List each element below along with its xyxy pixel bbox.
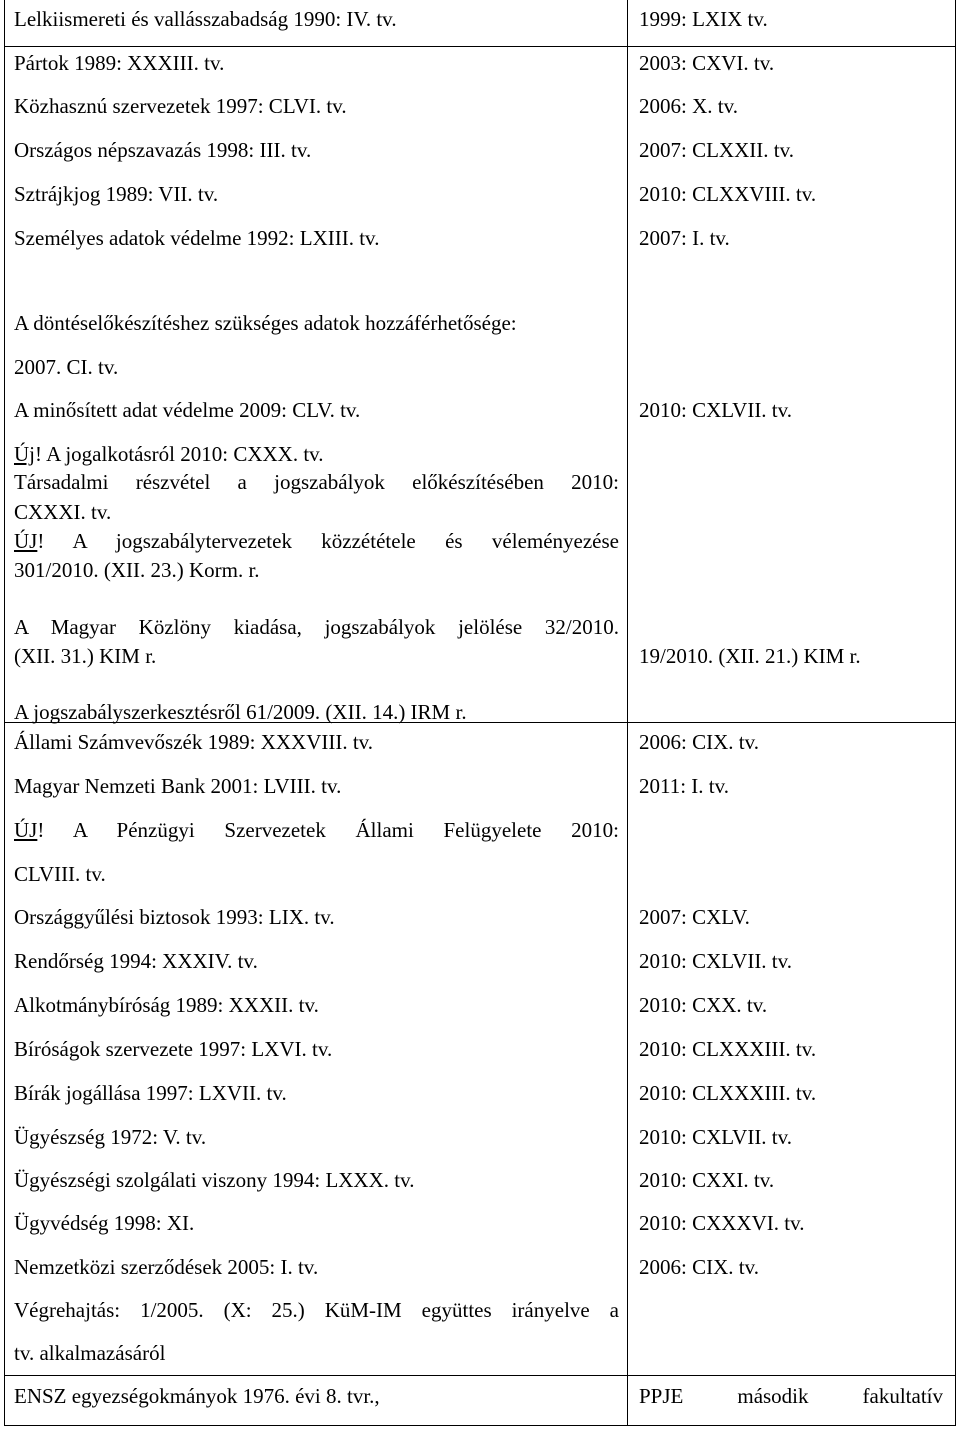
law-entry: Országos népszavazás 1998: III. tv. <box>14 138 312 162</box>
law-entry: Közhasznú szervezetek 1997: CLVI. tv. <box>14 94 347 118</box>
amendment-entry: 2006: X. tv. <box>639 94 738 118</box>
law-entry-line: (XII. 31.) KIM r. <box>14 644 157 668</box>
amendment-entry: 2010: CXX. tv. <box>639 993 768 1017</box>
law-entry: Állami Számvevőszék 1989: XXXVIII. tv. <box>14 730 374 754</box>
new-law-text: ! A Pénzügyi Szervezetek Állami Felügyelete 2010: <box>37 818 619 842</box>
law-entry: Országgyűlési biztosok 1993: LIX. tv. <box>14 905 335 929</box>
law-entry: A minősített adat védelme 2009: CLV. tv. <box>14 398 361 422</box>
law-entry: Rendőrség 1994: XXXIV. tv. <box>14 949 258 973</box>
law-entry: Ügyészségi szolgálati viszony 1994: LXXX. tv. <box>14 1168 415 1192</box>
amendment-entry: 2010: CLXXXIII. tv. <box>639 1037 817 1061</box>
amendment-entry: 2010: CXLVII. tv. <box>639 1125 793 1149</box>
new-marker: Új <box>14 442 35 466</box>
amendment-entry: 1999: LXIX tv. <box>639 7 768 31</box>
amendment-entry: 2007: CLXXII. tv. <box>639 138 794 162</box>
law-entry-line: tv. alkalmazásáról <box>14 1341 166 1365</box>
new-marker: ÚJ <box>14 818 38 842</box>
new-law-text: ! A jogszabálytervezetek közzététele és véleményezése <box>37 529 619 553</box>
amendment-entry: 19/2010. (XII. 21.) KIM r. <box>639 644 861 668</box>
law-entry: Sztrájkjog 1989: VII. tv. <box>14 182 219 206</box>
amendment-entry: 2006: CIX. tv. <box>639 730 759 754</box>
amendment-entry: 2010: CXLVII. tv. <box>639 949 793 973</box>
law-entry-line: CXXXI. tv. <box>14 500 112 524</box>
law-entry: A jogszabályszerkesztésről 61/2009. (XII. 14.) IRM r. <box>14 700 467 724</box>
law-entry: ENSZ egyezségokmányok 1976. évi 8. tvr., <box>14 1384 380 1408</box>
law-entry: Személyes adatok védelme 1992: LXIII. tv. <box>14 226 380 250</box>
law-entry-line: Végrehajtás: 1/2005. (X: 25.) KüM-IM együttes irányelve a <box>14 1298 619 1322</box>
amendment-entry: 2010: CXLVII. tv. <box>639 398 793 422</box>
column-divider <box>627 0 628 1425</box>
amendment-entry: 2010: CXXI. tv. <box>639 1168 775 1192</box>
amendment-entry: 2007: I. tv. <box>639 226 730 250</box>
amendment-entry: 2010: CLXXVIII. tv. <box>639 182 817 206</box>
section-heading: A döntéselőkészítéshez szükséges adatok hozzáférhetősége: <box>14 311 517 335</box>
law-entry: Lelkiismereti és vallásszabadság 1990: IV. tv. <box>14 7 397 31</box>
amendment-entry: 2006: CIX. tv. <box>639 1255 759 1279</box>
new-marker: ÚJ <box>14 529 38 553</box>
law-entry: Bíróságok szervezete 1997: LXVI. tv. <box>14 1037 333 1061</box>
row-divider <box>5 722 955 723</box>
law-entry: Bírák jogállása 1997: LXVII. tv. <box>14 1081 287 1105</box>
law-entry-line: 301/2010. (XII. 23.) Korm. r. <box>14 558 260 582</box>
amendment-entry: PPJE második fakultatív <box>639 1384 943 1408</box>
row-divider <box>5 1375 955 1376</box>
law-entry-line: A Magyar Közlöny kiadása, jogszabályok jelölése 32/2010. <box>14 615 619 639</box>
amendment-entry: 2011: I. tv. <box>639 774 730 798</box>
law-entry: Alkotmánybíróság 1989: XXXII. tv. <box>14 993 319 1017</box>
law-entry: Ügyvédség 1998: XI. <box>14 1211 195 1235</box>
amendment-entry: 2010: CXXXVI. tv. <box>639 1211 805 1235</box>
law-entry: 2007. CI. tv. <box>14 355 119 379</box>
law-entry: Nemzetközi szerződések 2005: I. tv. <box>14 1255 319 1279</box>
legislation-table <box>4 0 956 1426</box>
amendment-entry: 2010: CLXXXIII. tv. <box>639 1081 817 1105</box>
law-entry-line: Társadalmi részvétel a jogszabályok előkészítésében 2010: <box>14 470 619 494</box>
law-entry: Ügyészség 1972: V. tv. <box>14 1125 207 1149</box>
new-law-entry <box>14 442 324 466</box>
law-entry: Pártok 1989: XXXIII. tv. <box>14 51 225 75</box>
law-entry-line: CLVIII. tv. <box>14 862 106 886</box>
amendment-entry: 2007: CXLV. <box>639 905 750 929</box>
law-entry: Magyar Nemzeti Bank 2001: LVIII. tv. <box>14 774 342 798</box>
amendment-entry: 2003: CXVI. tv. <box>639 51 775 75</box>
row-divider <box>5 46 955 47</box>
new-law-entry <box>14 529 619 553</box>
new-law-text: ! A jogalkotásról 2010: CXXX. tv. <box>35 442 324 466</box>
new-law-entry <box>14 818 619 842</box>
